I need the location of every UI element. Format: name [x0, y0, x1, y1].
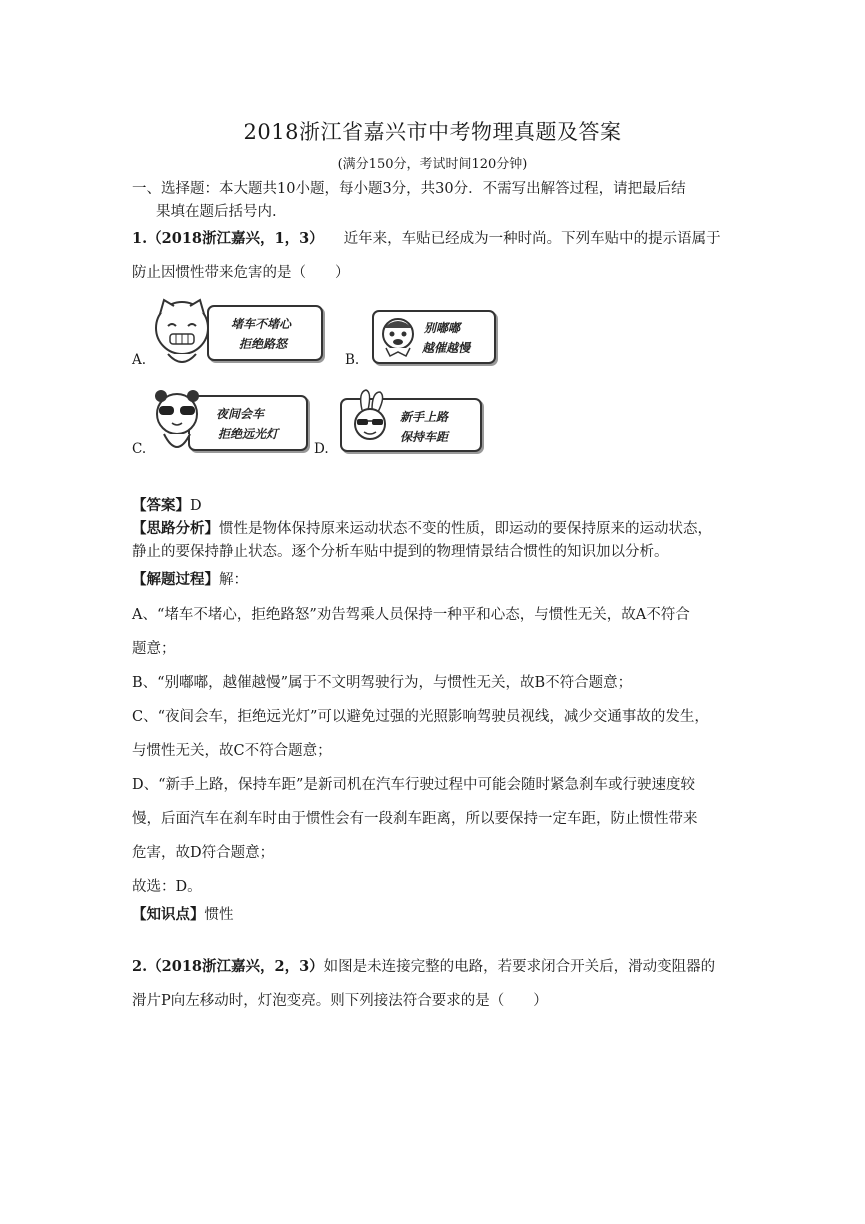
question-1-line2: 防止因惯性带来危害的是（ ）: [132, 265, 350, 281]
analysis-label: 【思路分析】: [132, 520, 219, 537]
solution-a-line1: A、“堵车不堵心，拒绝路怒”劝告驾乘人员保持一种平和心态，与惯性无关，故A不符合: [132, 607, 690, 623]
solution-a-line2: 题意；: [132, 641, 176, 657]
analysis-line2: 静止的要保持静止状态。逐个分析车贴中提到的物理情景结合惯性的知识加以分析。: [132, 544, 669, 560]
answer-label: 【答案】: [132, 497, 190, 514]
solution-d-line2: 慢，后面汽车在刹车时由于惯性会有一段刹车距离，所以要保持一定车距，防止惯性带来: [132, 811, 698, 827]
option-d-text1: 新手上路: [400, 410, 449, 424]
option-c-text2: 拒绝远光灯: [218, 427, 279, 441]
question-2-line1: [132, 955, 715, 976]
angry-face-icon: [378, 314, 418, 358]
option-c-text1: 夜间会车: [216, 407, 265, 421]
option-b-text2: 越催越慢: [422, 341, 471, 355]
question-1-text: 近年来，车贴已经成为一种时尚。下列车贴中的提示语属于: [343, 231, 721, 247]
option-b-text1: 别嘟嘟: [424, 321, 461, 335]
question-1-label: 1.（2018浙江嘉兴，1，3）: [132, 230, 324, 247]
knowledge-label: 【知识点】: [132, 906, 205, 923]
panda-cartoon-icon: [152, 388, 202, 460]
option-d-letter: D.: [314, 441, 329, 457]
option-a-text1: 堵车不堵心: [231, 317, 292, 331]
rabbit-cartoon-icon: [346, 388, 394, 448]
option-a-text2: 拒绝路怒: [239, 337, 288, 351]
option-c-sticker: [188, 395, 308, 451]
process-label: 【解题过程】: [132, 571, 219, 588]
process-heading: [132, 568, 248, 589]
solution-d-line3: 危害，故D符合题意；: [132, 845, 275, 861]
option-d-sticker: [340, 398, 482, 452]
option-d-text2: 保持车距: [400, 430, 449, 444]
cat-cartoon-icon: [150, 296, 218, 372]
question-2-text: 如图是未连接完整的电路，若要求闭合开关后，滑动变阻器的: [323, 959, 716, 975]
question-1-line1: [132, 227, 721, 248]
answer: [132, 494, 202, 515]
process-start: 解：: [219, 572, 248, 588]
option-a-letter: A.: [132, 352, 147, 368]
solution-d-line1: D、“新手上路，保持车距”是新司机在汽车行驶过程中可能会随时紧急刹车或行驶速度较: [132, 777, 695, 793]
solution-b: B、“别嘟嘟，越催越慢”属于不文明驾驶行为，与惯性无关，故B不符合题意；: [132, 675, 633, 691]
solution-c-line2: 与惯性无关，故C不符合题意；: [132, 743, 332, 759]
option-c-letter: C.: [132, 441, 147, 457]
question-2-label: 2.（2018浙江嘉兴，2，3）: [132, 958, 324, 975]
analysis-line1: [132, 517, 712, 538]
knowledge-point: [132, 903, 234, 924]
option-b-sticker: [372, 310, 496, 364]
analysis-text: 惯性是物体保持原来运动状态不变的性质，即运动的要保持原来的运动状态，: [219, 521, 712, 537]
answer-value: D: [190, 498, 202, 514]
page-title: 2018浙江省嘉兴市中考物理真题及答案: [243, 120, 622, 144]
option-a-sticker: [207, 305, 323, 361]
exam-info: (满分150分，考试时间120分钟): [337, 157, 528, 172]
solution-c-line1: C、“夜间会车，拒绝远光灯”可以避免过强的光照影响驾驶员视线，减少交通事故的发生，: [132, 709, 709, 725]
option-b-letter: B.: [345, 352, 360, 368]
section-heading-cont: 果填在题后括号内.: [156, 204, 277, 220]
question-2-line2: 滑片P向左移动时，灯泡变亮。则下列接法符合要求的是（ ）: [132, 993, 548, 1009]
section-heading: 一、选择题：本大题共10小题，每小题3分，共30分．不需写出解答过程，请把最后结: [132, 181, 686, 197]
knowledge-value: 惯性: [204, 907, 234, 923]
conclusion: 故选：D。: [132, 879, 202, 895]
